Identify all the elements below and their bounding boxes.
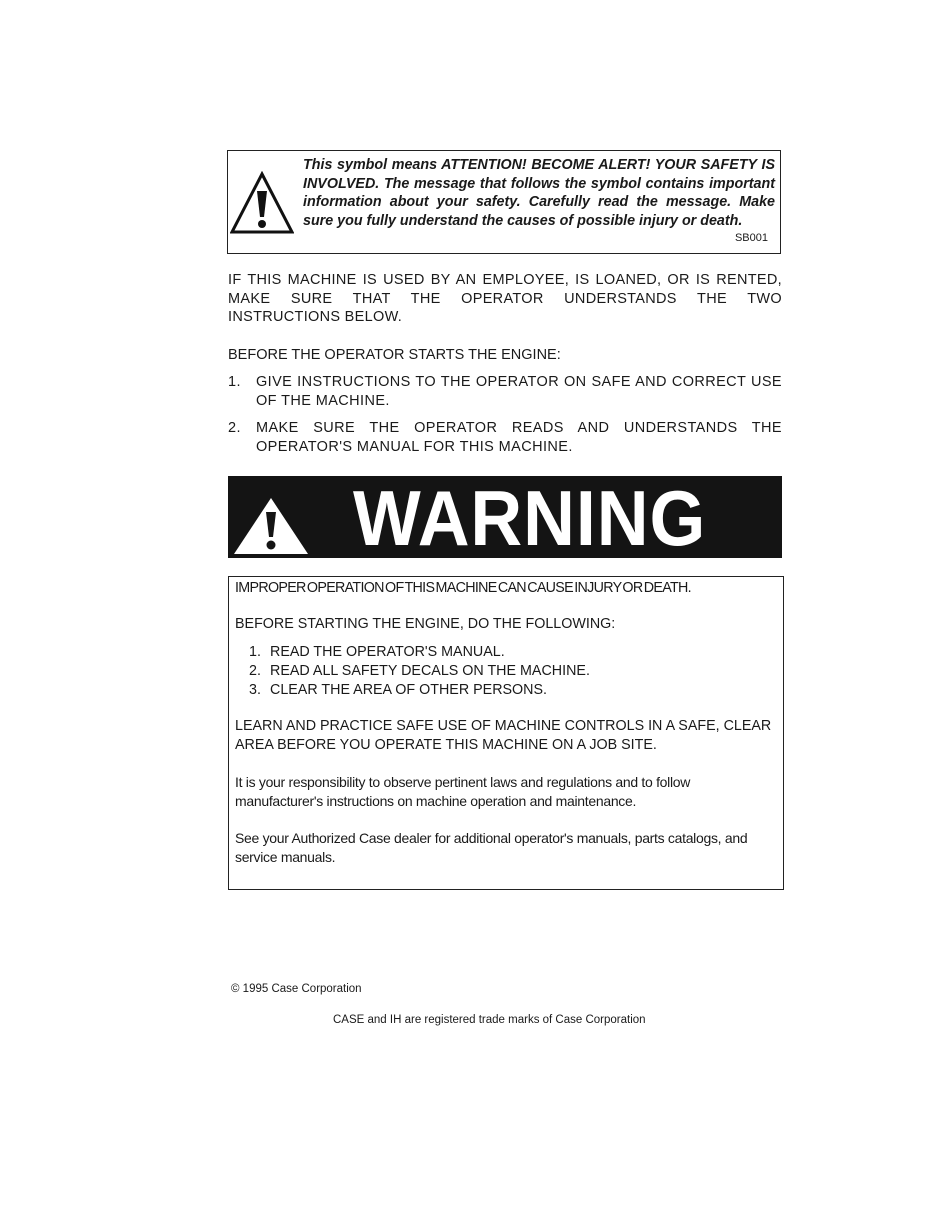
warning-banner — [228, 474, 782, 562]
list-text: READ THE OPERATOR'S MANUAL. — [270, 644, 505, 660]
warning-details-box — [228, 576, 784, 890]
trademark-text: CASE and IH are registered trade marks of Case Corporation — [333, 1014, 646, 1026]
list-item — [228, 373, 782, 410]
list-number: 2. — [249, 663, 261, 679]
list-number: 3. — [249, 682, 261, 698]
dealer-text: See your Authorized Case dealer for additional operator's manuals, parts catalogs, and service manuals. — [235, 830, 748, 865]
list-text: CLEAR THE AREA OF OTHER PERSONS. — [270, 682, 548, 698]
attention-code: SB001 — [734, 232, 768, 244]
steps-list — [249, 643, 789, 700]
intro-paragraph: IF THIS MACHINE IS USED BY AN EMPLOYEE, IS LOANED, OR IS RENTED, MAKE SURE THAT THE OPERATOR UNDERSTANDS THE TWO INSTRUCTIONS BELOW. — [228, 272, 782, 325]
warning-label: WARNING — [353, 474, 707, 562]
list-number: 1. — [228, 374, 241, 390]
list-item — [249, 662, 789, 681]
list-item — [249, 681, 789, 700]
list-text: MAKE SURE THE OPERATOR READS AND UNDERSTANDS THE OPERATOR'S MANUAL FOR THIS MACHINE. — [256, 420, 782, 455]
list-number: 1. — [249, 644, 261, 660]
warning-triangle-icon — [232, 496, 310, 556]
learn-practice-text: LEARN AND PRACTICE SAFE USE OF MACHINE CONTROLS IN A SAFE, CLEAR AREA BEFORE YOU OPERATE THIS MACHINE ON A JOB SITE. — [235, 718, 772, 753]
attention-message: This symbol means ATTENTION! BECOME ALERT! YOUR SAFETY IS INVOLVED. The message that follows the symbol contains important information about your safety. Carefully read the message. Make sure you fully understand the causes of possible injury or death. — [303, 157, 775, 229]
before-heading: BEFORE THE OPERATOR STARTS THE ENGINE: — [228, 347, 561, 363]
list-item — [228, 419, 782, 456]
list-text: READ ALL SAFETY DECALS ON THE MACHINE. — [270, 663, 590, 679]
before-starting-text: BEFORE STARTING THE ENGINE, DO THE FOLLOWING: — [235, 616, 616, 632]
instruction-list — [228, 373, 782, 465]
copyright-text: © 1995 Case Corporation — [231, 983, 362, 995]
responsibility-text: It is your responsibility to observe pertinent laws and regulations and to follow manufacturer's instructions on machine operation and maintenance. — [235, 774, 691, 809]
attention-box — [227, 150, 781, 254]
list-text: GIVE INSTRUCTIONS TO THE OPERATOR ON SAFE AND CORRECT USE OF THE MACHINE. — [256, 374, 782, 409]
list-number: 2. — [228, 420, 241, 436]
warning-triangle-icon — [230, 171, 294, 235]
warning-headline: IMPROPER OPERATION OF THIS MACHINE CAN CAUSE INJURY OR DEATH. — [235, 580, 691, 596]
list-item — [249, 643, 789, 662]
